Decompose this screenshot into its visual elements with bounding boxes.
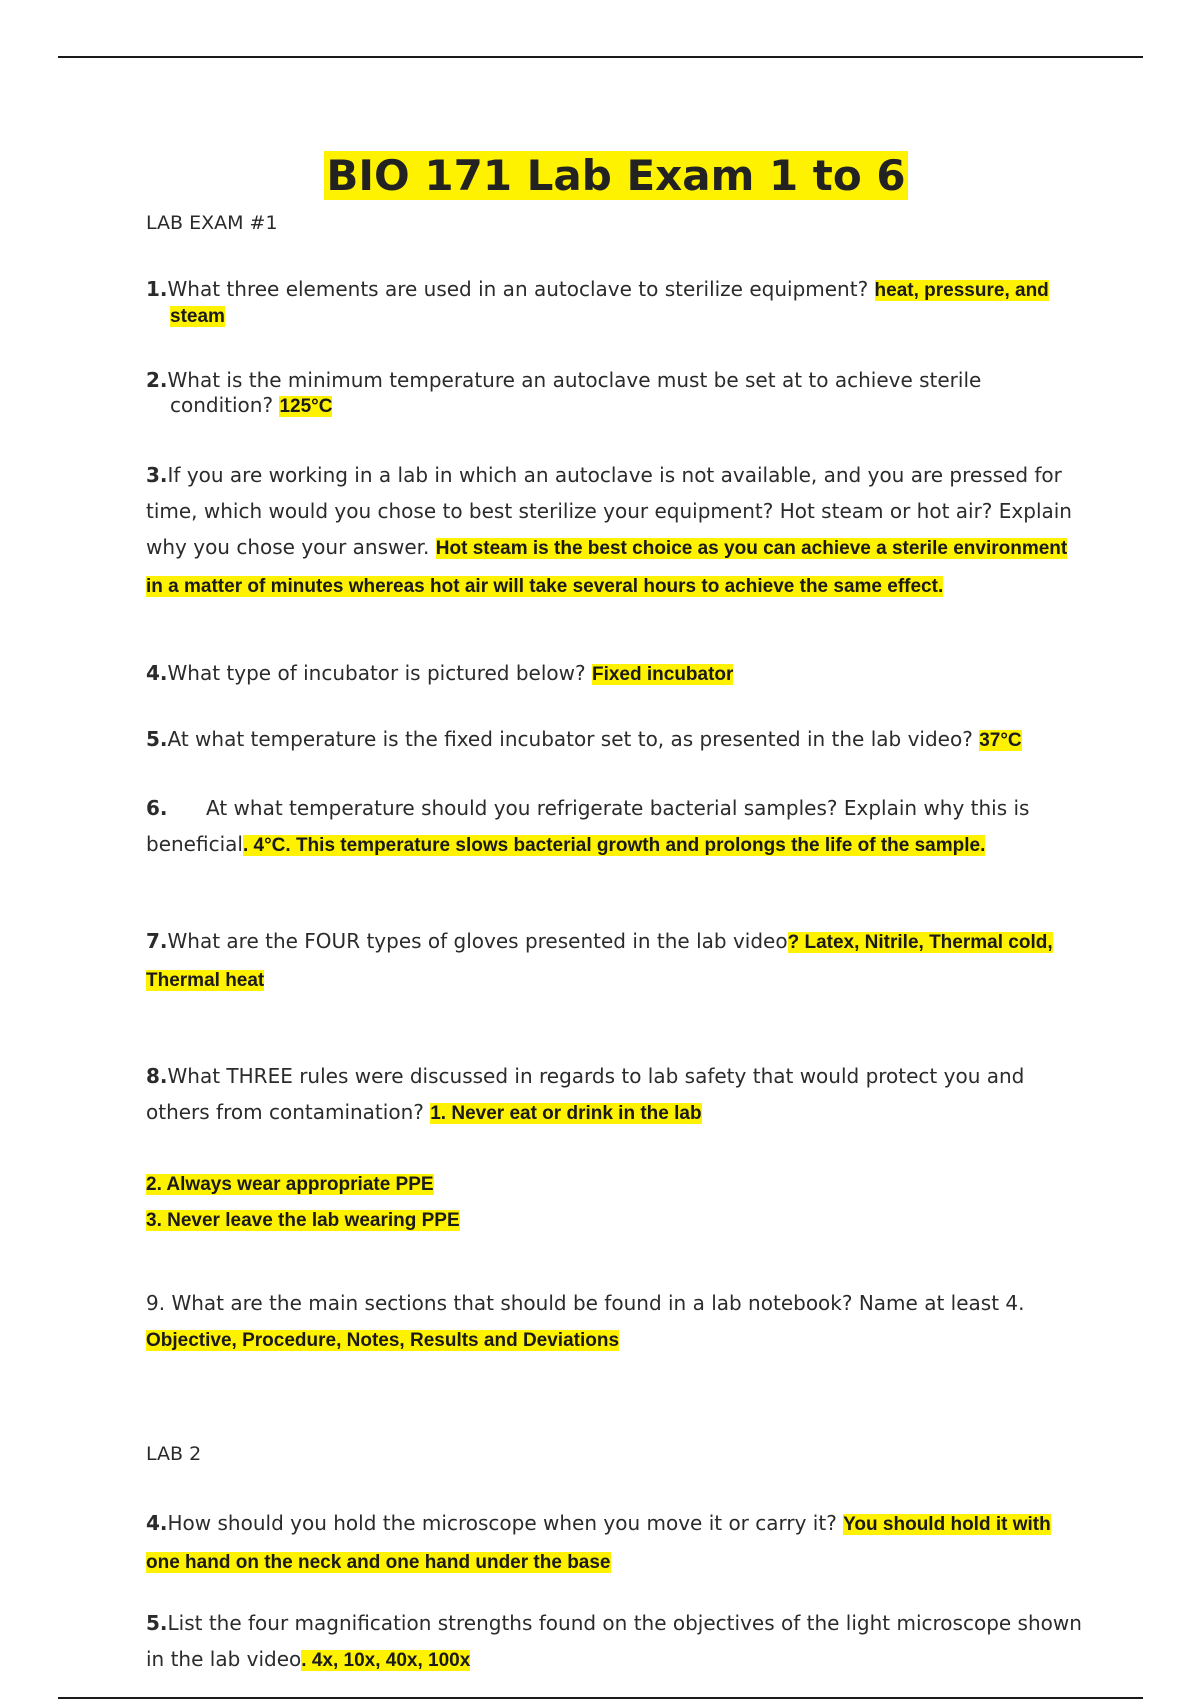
question-2: 2.What is the minimum temperature an autoclave must be set at to achieve sterile condition? 125°C [146, 368, 982, 417]
question-8: 8.What THREE rules were discussed in regards to lab safety that would protect you and others from contamination? 1. Never eat or drink in the lab [146, 1064, 1025, 1124]
bottom-rule [58, 1697, 1143, 1699]
question-4: 4.What type of incubator is pictured below? Fixed incubator [146, 661, 734, 685]
lab2-question-5: 5.List the four magnification strengths found on the objectives of the light microscope shown in the lab video. 4x, 10x, 40x, 100x [146, 1611, 1082, 1671]
answer-8-rule-2: 2. Always wear appropriate PPE [146, 1174, 434, 1195]
question-8-rules [146, 1166, 1086, 1238]
document-page [146, 150, 1086, 1671]
question-9: 9. What are the main sections that should be found in a lab notebook? Name at least 4. Objective, Procedure, Notes, Results and Deviations [146, 1291, 1025, 1351]
answer-1: heat, pressure, and steam [170, 280, 1049, 327]
answer-9: Objective, Procedure, Notes, Results and Deviations [146, 1330, 620, 1351]
answer-7: ? Latex, Nitrile, Thermal cold, Thermal heat [146, 932, 1053, 991]
answer-8-rule-1: 1. Never eat or drink in the lab [430, 1103, 702, 1124]
question-5: 5.At what temperature is the fixed incubator set to, as presented in the lab video? 37°C [146, 727, 1022, 751]
answer-6: . 4°C. This temperature slows bacterial growth and prolongs the life of the sample. [242, 835, 986, 856]
answer-3: Hot steam is the best choice as you can achieve a sterile environment in a matter of minutes whereas hot air will take several hours to achieve the same effect. [146, 538, 1068, 597]
answer-4: Fixed incubator [591, 664, 734, 685]
lab2-answer-4: You should hold it with one hand on the neck and one hand under the base [146, 1514, 1051, 1573]
question-3: 3.If you are working in a lab in which an autoclave is not available, and you are pressed for time, which would you chose to best sterilize your equipment? Hot steam or hot air? Explain why you chose your answer. Hot steam is the best choice as you can achieve a sterile environment in a matter of minutes whereas hot air will take several hours to achieve the same effect. [146, 463, 1072, 597]
answer-2: 125°C [279, 396, 333, 417]
lab2-question-4: 4.How should you hold the microscope when you move it or carry it? You should hold it with one hand on the neck and one hand under the base [146, 1511, 1051, 1573]
answer-5: 37°C [979, 730, 1022, 751]
question-7: 7.What are the FOUR types of gloves presented in the lab video? Latex, Nitrile, Thermal cold, Thermal heat [146, 929, 1053, 991]
document-title: BIO 171 Lab Exam 1 to 6 [326, 151, 906, 200]
section-heading-lab-2: LAB 2 [146, 1443, 202, 1465]
question-1: 1.What three elements are used in an autoclave to sterilize equipment? heat, pressure, and steam [146, 277, 1049, 327]
lab2-answer-5: . 4x, 10x, 40x, 100x [301, 1650, 471, 1671]
question-6: 6. At what temperature should you refrigerate bacterial samples? Explain why this is beneficial. 4°C. This temperature slows bacterial growth and prolongs the life of the sample. [146, 796, 1030, 856]
answer-8-rule-3: 3. Never leave the lab wearing PPE [146, 1210, 460, 1231]
top-rule [58, 56, 1143, 58]
section-heading-lab-exam-1: LAB EXAM #1 [146, 212, 278, 234]
